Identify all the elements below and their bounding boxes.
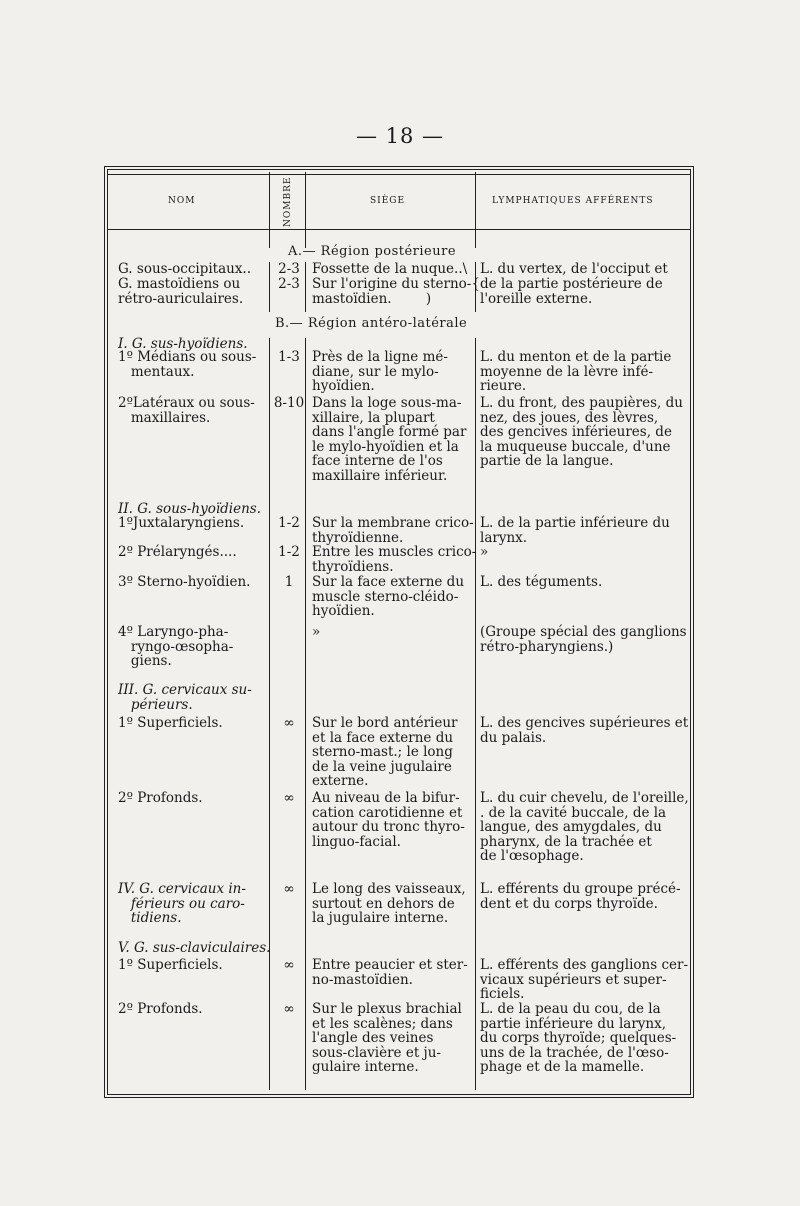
r17-siege-line: sous-clavière et ju- — [312, 1044, 441, 1061]
body-divider-4 — [269, 338, 270, 1090]
r12-nombre-line: ∞ — [283, 715, 295, 731]
r8-siege-line: Entre les muscles crico- — [312, 544, 477, 560]
r12-siege-line: et la face externe du — [312, 729, 454, 746]
r7-lymph-line: L. de la partie inférieure du — [480, 515, 670, 531]
r17-siege-line: gulaire interne. — [312, 1059, 419, 1075]
r14-siege-line: la jugulaire interne. — [312, 910, 449, 926]
r12-lymph-line: du palais. — [480, 729, 547, 746]
r16-lymph-line: vicaux supérieurs et super- — [480, 971, 667, 988]
r13-lymph-line: L. du cuir chevelu, de l'oreille, — [480, 790, 689, 806]
r1-nombre-line: 2-3 — [278, 261, 300, 277]
r16-siege-line: no-mastoïdien. — [312, 971, 413, 988]
r10-lymph-line: (Groupe spécial des ganglions — [480, 624, 687, 640]
r9-nom-line: 3º Sterno-hyoïdien. — [118, 574, 251, 590]
r2-lymph-line: l'oreille externe. — [480, 290, 593, 307]
r13-siege-line: linguo-facial. — [312, 833, 401, 850]
r5-siege-line: Dans la loge sous-ma- — [312, 395, 462, 411]
r17-lymph-line: L. de la peau du cou, de la — [480, 1001, 661, 1017]
r17-nom-line: 2º Profonds. — [118, 1001, 203, 1017]
body-divider-1 — [269, 262, 270, 312]
header-top-rule — [108, 174, 690, 175]
r7-nombre-line: 1-2 — [278, 515, 300, 531]
r10-nom-line: 4º Laryngo-pha- — [118, 624, 229, 640]
r9-siege-line: muscle sterno-cléido- — [312, 588, 459, 605]
r1-lymph-line: L. du vertex, de l'occiput et — [480, 261, 668, 277]
r2-siege-line: Sur l'origine du sterno-{ — [312, 276, 480, 292]
r3-nom-line: I. G. sus-hyoïdiens. — [118, 336, 248, 352]
r2-nom-line: G. mastoïdiens ou — [118, 276, 241, 292]
r5-nom-line: 2ºLatéraux ou sous- — [118, 395, 255, 411]
r9-lymph-line: L. des téguments. — [480, 574, 603, 590]
r2-nom-line: rétro-auriculaires. — [118, 290, 244, 307]
r10-nom-line: giens. — [118, 653, 172, 669]
r14-siege-line: surtout en dehors de — [312, 895, 455, 912]
r17-lymph-line: du corps thyroïde; quelques- — [480, 1030, 677, 1046]
r6-nom-line: II. G. sous-hyoïdiens. — [118, 501, 262, 517]
r9-nombre-line: 1 — [284, 574, 294, 590]
r7-siege-line: Sur la membrane crico- — [312, 515, 474, 531]
header-bottom-rule — [108, 229, 690, 230]
page-number: — 18 — — [355, 124, 445, 148]
r9-siege-line: hyoïdien. — [312, 603, 375, 619]
r5-lymph-line: nez, des joues, des lèvres, — [480, 409, 659, 426]
r11-nom-line: périeurs. — [118, 696, 193, 713]
section-a-title: A.— Région postérieure — [288, 244, 457, 259]
r10-nom-line: ryngo-œsopha- — [118, 638, 234, 655]
r11-nom-line: III. G. cervicaux su- — [118, 682, 252, 698]
r16-nom-line: 1º Superficiels. — [118, 957, 223, 973]
r16-nombre-line: ∞ — [283, 957, 295, 973]
r13-lymph-line: langue, des amygdales, du — [480, 819, 662, 835]
r12-siege-line: externe. — [312, 773, 369, 789]
r17-siege-line: l'angle des veines — [312, 1030, 434, 1046]
r5-nombre-line: 8-10 — [273, 395, 305, 411]
r15-nom-line: V. G. sus-claviculaires. — [118, 940, 271, 956]
col-divider-lymph — [475, 172, 476, 248]
r10-lymph-line: rétro-pharyngiens.) — [480, 638, 614, 655]
r12-siege-line: Sur le bord antérieur — [312, 715, 458, 731]
r16-siege-line: Entre peaucier et ster- — [312, 957, 468, 973]
r13-nom-line: 2º Profonds. — [118, 790, 203, 806]
r17-lymph-line: phage et de la mamelle. — [480, 1059, 645, 1075]
r5-siege-line: xillaire, la plupart — [312, 409, 435, 426]
body-divider-5 — [305, 338, 306, 1090]
r13-siege-line: cation carotidienne et — [312, 804, 463, 821]
r10-siege-line: » — [312, 624, 321, 640]
r14-siege-line: Le long des vaisseaux, — [312, 881, 466, 897]
header-nombre: NOMBRE — [283, 176, 293, 228]
r1-nom-line: G. sous-occipitaux.. — [118, 261, 252, 277]
r1-siege-line: Fossette de la nuque..\ — [312, 261, 468, 277]
r8-nombre-line: 1-2 — [278, 544, 300, 560]
r5-lymph-line: partie de la langue. — [480, 453, 614, 469]
r14-nombre-line: ∞ — [283, 881, 295, 897]
section-b-title: B.— Région antéro-latérale — [275, 316, 468, 331]
r5-siege-line: maxillaire inférieur. — [312, 467, 448, 484]
r4-nombre-line: 1-3 — [278, 349, 300, 365]
r14-lymph-line: dent et du corps thyroïde. — [480, 895, 658, 912]
r4-nom-line: mentaux. — [118, 363, 195, 380]
r5-siege-line: dans l'angle formé par — [312, 424, 467, 440]
col-divider-nombre-right — [305, 172, 306, 248]
r13-lymph-line: . de la cavité buccale, de la — [480, 804, 667, 821]
r17-siege-line: Sur le plexus brachial — [312, 1001, 462, 1017]
r8-siege-line: thyroïdiens. — [312, 558, 394, 575]
r4-siege-line: diane, sur le mylo- — [312, 363, 439, 380]
r14-nom-line: tidiens. — [118, 910, 182, 926]
r12-nom-line: 1º Superficiels. — [118, 715, 223, 731]
r14-nom-line: IV. G. cervicaux in- — [118, 881, 246, 897]
r5-lymph-line: L. du front, des paupières, du — [480, 395, 683, 411]
r8-nom-line: 2º Prélaryngés.... — [118, 544, 237, 560]
r13-lymph-line: pharynx, de la trachée et — [480, 833, 652, 850]
r17-siege-line: et les scalènes; dans — [312, 1015, 453, 1032]
r4-lymph-line: rieure. — [480, 378, 527, 394]
r4-lymph-line: moyenne de la lèvre infé- — [480, 363, 654, 380]
r4-lymph-line: L. du menton et de la partie — [480, 349, 672, 365]
r17-lymph-line: uns de la trachée, de l'œso- — [480, 1044, 669, 1061]
r5-lymph-line: la muqueuse buccale, d'une — [480, 438, 671, 455]
r5-lymph-line: des gencives inférieures, de — [480, 424, 672, 440]
r13-siege-line: autour du tronc thyro- — [312, 819, 465, 835]
r7-siege-line: thyroïdienne. — [312, 529, 404, 546]
r5-nom-line: maxillaires. — [118, 409, 211, 426]
r17-nombre-line: ∞ — [283, 1001, 295, 1017]
r2-nombre-line: 2-3 — [278, 276, 300, 292]
r2-lymph-line: de la partie postérieure de — [480, 276, 663, 292]
r13-lymph-line: de l'œsophage. — [480, 848, 584, 864]
header-nom: NOM — [168, 196, 196, 206]
header-lymphatiques: LYMPHATIQUES AFFÉRENTS — [492, 196, 654, 206]
r7-lymph-line: larynx. — [480, 529, 528, 546]
col-divider-nombre-left — [269, 172, 270, 248]
r14-lymph-line: L. efférents du groupe précé- — [480, 881, 681, 897]
r4-siege-line: Près de la ligne mé- — [312, 349, 448, 365]
r5-siege-line: le mylo-hyoïdien et la — [312, 438, 459, 455]
r16-lymph-line: ficiels. — [480, 986, 525, 1002]
r14-nom-line: férieurs ou caro- — [118, 895, 245, 912]
r9-siege-line: Sur la face externe du — [312, 574, 465, 590]
r12-siege-line: de la veine jugulaire — [312, 758, 452, 775]
r16-lymph-line: L. efférents des ganglions cer- — [480, 957, 689, 973]
header-siege: SIÈGE — [370, 196, 406, 206]
r4-nom-line: 1º Médians ou sous- — [118, 349, 257, 365]
r12-lymph-line: L. des gencives supérieures et — [480, 715, 689, 731]
r17-lymph-line: partie inférieure du larynx, — [480, 1015, 667, 1032]
r5-siege-line: face interne de l'os — [312, 453, 443, 469]
r12-siege-line: sterno-mast.; le long — [312, 744, 453, 760]
r8-lymph-line: » — [480, 544, 489, 560]
r7-nom-line: 1ºJuxtalaryngiens. — [118, 515, 245, 531]
r13-siege-line: Au niveau de la bifur- — [312, 790, 460, 806]
r4-siege-line: hyoïdien. — [312, 378, 375, 394]
r2-siege-line: mastoïdien. ) — [312, 290, 432, 307]
r13-nombre-line: ∞ — [283, 790, 295, 806]
